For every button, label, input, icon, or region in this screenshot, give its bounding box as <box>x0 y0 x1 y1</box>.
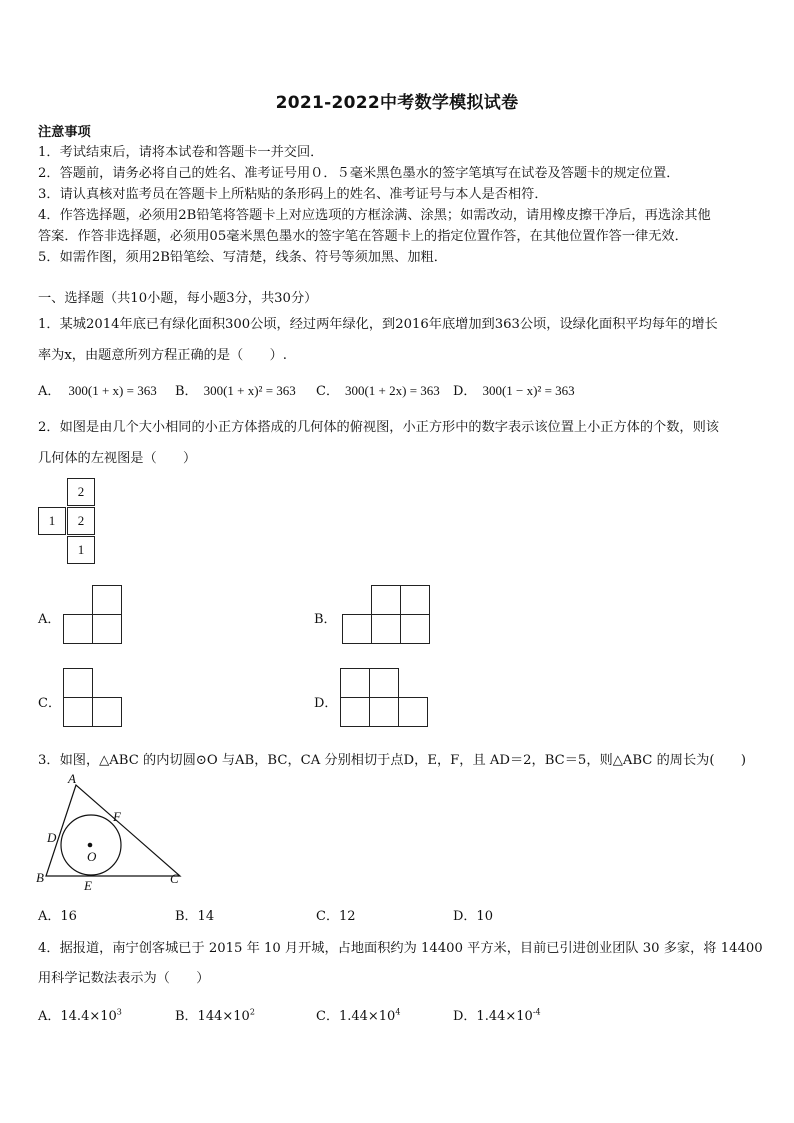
notice-item: 3．请认真核对监考员在答题卡上所粘贴的条形码上的姓名、准考证号与本人是否相符． <box>38 187 548 202</box>
section-heading: 一、选择题（共10小题，每小题3分，共30分） <box>38 291 318 306</box>
question-1-text: 率为x，由题意所列方程正确的是（ ）. <box>38 348 288 363</box>
notice-item: 4．作答选择题，必须用2B铅笔将答题卡上对应选项的方框涂满、涂黑；如需改动，请用橡皮擦干净后，再选涂其他 <box>38 208 711 223</box>
question-4-text: 用科学记数法表示为（ ） <box>38 971 210 986</box>
grid-number: 1 <box>77 542 85 557</box>
question-4-text: 4．据报道，南宁创客城已于 2015 年 10 月开城，占地面积约为 14400 平方米，目前已引进创业团队 30 多家，将 14400 <box>38 941 763 956</box>
grid-number: 2 <box>77 484 85 499</box>
notice-item: 5．如需作图，须用2B铅笔绘、写清楚，线条、符号等须加黑、加粗． <box>38 250 447 265</box>
q4-option-c: C．$1.44\times 10^4$ <box>316 1007 401 1024</box>
notice-item: 答案．作答非选择题，必须用05毫米黑色墨水的签字笔在答题卡上的指定位置作答，在其他位置作答一律无效． <box>38 229 688 244</box>
q2-option-d: D． <box>314 696 338 711</box>
q3-option-a: A．16 <box>38 909 77 924</box>
grid-number: 1 <box>48 513 56 528</box>
label-b: B <box>36 870 44 885</box>
q3-option-c: C．12 <box>316 909 356 924</box>
question-3-text: 3．如图，△ABC 的内切圆⊙O 与AB，BC，CA 分别相切于点D，E，F，且 AD＝2，BC＝5，则△ABC 的周长为( ) <box>38 753 746 768</box>
notice-item: 1．考试结束后，请将本试卷和答题卡一并交回． <box>38 145 324 160</box>
question-1-text: 1．某城2014年底已有绿化面积300公顷，经过两年绿化，到2016年底增加到363公顷，设绿化面积平均每年的增长 <box>38 317 718 332</box>
label-f: F <box>113 809 121 824</box>
label-o: O <box>87 849 97 864</box>
notice-item: 2．答题前，请务必将自己的姓名、准考证号用０．５毫米黑色墨水的签字笔填写在试卷及答题卡的规定位置． <box>38 166 680 181</box>
grid-number: 2 <box>77 513 85 528</box>
question-2-text: 几何体的左视图是（ ） <box>38 451 197 466</box>
label-c: C <box>170 871 179 886</box>
q1-option-d: D． 300(1 − x)² = 363 <box>453 383 575 399</box>
q3-option-d: D．10 <box>453 909 493 924</box>
notice-heading: 注意事项 <box>38 125 91 140</box>
q4-option-d: D．$1.44\times 10^{-4}$ <box>453 1007 541 1024</box>
q4-option-a: A．$14.4\times 10^3$ <box>38 1007 122 1024</box>
label-d: D <box>47 830 57 845</box>
label-a: A <box>68 771 76 786</box>
q2-option-a: A． <box>38 612 61 627</box>
q1-option-a: A． 300(1 + x) = 363 <box>38 383 157 399</box>
q1-option-c: C． 300(1 + 2x) = 363 <box>316 383 440 399</box>
page-title: 2021-2022中考数学模拟试卷 <box>275 93 519 113</box>
q2-option-b: B． <box>314 612 337 627</box>
q4-option-b: B．$144\times 10^2$ <box>175 1007 255 1024</box>
q3-option-b: B．14 <box>175 909 215 924</box>
triangle-incircle-figure <box>34 770 194 895</box>
q2-option-c: C． <box>38 696 61 711</box>
q1-option-b: B． 300(1 + x)² = 363 <box>175 383 296 399</box>
label-e: E <box>84 878 92 893</box>
question-2-text: 2．如图是由几个大小相同的小正方体搭成的几何体的俯视图，小正方形中的数字表示该位置上小正方体的个数，则该 <box>38 420 719 435</box>
